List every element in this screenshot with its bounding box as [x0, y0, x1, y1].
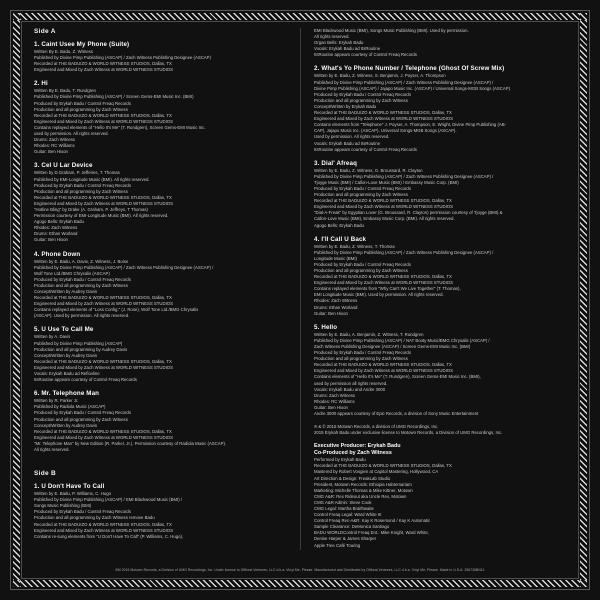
credit-line: Engineered and Mixed by Zach Witness at WORLD WITNESS STUDIOS — [34, 67, 173, 73]
credit-line: "Hotline Bling" by Drake (A. Graham, P. Jeffreys, T Thomas) — [34, 206, 148, 212]
left-column — [28, 28, 300, 550]
credit-line: Divine Pimp Publishing (ASCAP) / Jajapo Music Inc. (ASCAP) / Universal Songs-MGB Songs (ASCAP) — [314, 85, 511, 91]
track-credits — [34, 170, 290, 243]
credit-line: Published by Divine Pimp Publishing (ASCAP) / EMI Blackwood Music (BMI) / — [34, 497, 183, 503]
credit-line: Vocals: Erykah Badu ad ItsRoutine — [314, 46, 381, 52]
credit-line: Production and all programming by Zach Witness — [34, 106, 128, 112]
credit-line: Vocals: Erykah Badu ad ItsRoutine — [314, 140, 381, 146]
track-entry — [34, 251, 290, 320]
credit-line: Recorded at THE BADUIZO & WORLD WITNESS STUDIOS, Dallas, TX — [34, 428, 172, 434]
credit-line: All rights reserved. — [34, 446, 70, 452]
credit-line: Concept/Written by Audrey Davis — [34, 289, 97, 294]
credit-line: Recorded at THE BADUIZO & WORLD WITNESS STUDIOS, Dallas, TX — [34, 112, 172, 118]
credit-line: Drums: Ethan Worland — [34, 231, 78, 237]
credit-line: Guitar: Ben Hixon — [34, 149, 68, 155]
credit-line: Written by R. Parker Jr. — [34, 398, 79, 404]
credit-line: "Dial-A-Freak" by Egyptian Lover (G. Broussard, R. Clayton) permission courtesy of Tjoyge (BMI) & — [314, 210, 503, 216]
credit-line: Contains replayed elements from "Why Can't We Live Together" (T. Thomas), — [314, 286, 461, 292]
credit-line: Produced by Erykah Badu / Control Freaq Records — [314, 91, 411, 97]
credit-line: Written By E. Badu, Z. Witness — [34, 49, 93, 54]
track-title: 4. Phone Down — [34, 250, 81, 258]
credit-line: EMI Longitude Music (BMI). Used by permission. All rights reserved. — [314, 292, 444, 298]
credit-line: Produced by Erykah Badu / Control Freaq Records — [314, 261, 411, 267]
credit-line: Written by D.Graham, P. Jefferies, T. Thomas — [34, 170, 120, 176]
credit-line: Published by Divine Pimp Publishing (ASCAP) / Zach Witness Publishing Designee (ASCAP) / — [314, 173, 494, 179]
credit-line: Produced by Erykah Badu / Control Freaq Records — [34, 100, 131, 106]
track-credits — [314, 73, 568, 152]
credit-line: Vocals: Erykah Badu and Andre 3000 — [314, 386, 386, 392]
copyright-block — [314, 424, 568, 436]
credit-line: Agogo Bells: Erykah Badu — [34, 219, 84, 225]
co-producer-heading: Co-Produced by Zach Witness — [314, 450, 392, 457]
credit-line: CMG A&R Admin: Steve Cook — [314, 499, 372, 505]
credit-line: Produced by Erykah Badu / Control Freaq Records — [34, 182, 131, 188]
credit-line: Vocals: Erykah Badu ad Reflovline — [34, 371, 100, 377]
credit-line: Published by Divine Pimp Publishing (ASCAP) / Zach Witness Publishing Designee (ASCAP) / — [34, 264, 214, 270]
track-title: 1. Caint Usee My Phone (Suite) — [34, 41, 130, 48]
credit-line: Production and all programming by Zach Witness — [314, 97, 408, 103]
liner-notes — [28, 28, 572, 572]
credit-line: Mastered by Robert Vosgien at Capitol Mastering, Hollywood, CA — [314, 469, 439, 475]
credit-line: Published by Divine Pimp Publishing (ASCAP) / NAT Booty Music/BMG Chrysalis (ASCAP) / — [314, 337, 490, 343]
credit-line: Guitar: Ben Hixon — [314, 310, 348, 316]
track-entry — [314, 324, 568, 417]
credit-line: Published by Divine Pimp Publishing (ASCAP) / Zach Witness Publishing Designee (ASCAP) — [34, 55, 211, 61]
credit-line: Engineered and Mixed by Zach Witness at WORLD WITNESS STUDIOS — [34, 527, 173, 533]
credit-line: Engineered and Mixed by Zach Witness at WORLD WITNESS STUDIOS — [314, 280, 453, 286]
track-title: 3. Dial' Afreaq — [314, 159, 358, 167]
track-credits — [34, 334, 290, 383]
credit-line: Control Freaq Rec-A&R: Kay K Rosemond / Kay K Automatic — [314, 518, 431, 524]
track-credits — [314, 332, 568, 417]
credit-line: Concept/Written by Audrey Davis — [34, 352, 97, 358]
credit-line: Guitar: Ben Hixon — [314, 404, 348, 410]
credit-line: Wolf Tone Ltd./BMG Chrysalis (ASCAP) — [34, 270, 110, 276]
copyright-line: 2015 Erykah Badu under exclusive license to Motown Records, a Division of UMG Recordings, Inc. — [314, 430, 503, 436]
credit-line: Written by E. Badu, P. Williams, C. Hugo — [34, 491, 111, 497]
track-title: 3. Cel U Lar Device — [34, 162, 93, 170]
credit-line: ItsRoutine appears courtesy of Control Freaq Records — [314, 52, 417, 58]
track-entry — [34, 483, 290, 540]
credit-line: Engineered and Mixed by Zach Witness at WORLD WITNESS STUDIOS — [314, 116, 453, 122]
track-title: 5. U Use To Call Me — [34, 326, 94, 334]
right-column — [300, 28, 572, 550]
credit-line: Written by A. Davis — [34, 334, 71, 340]
credit-line: CMG A&R: Rex Rideout aka Uncle Rex, Motown — [314, 493, 407, 499]
track-credits — [34, 398, 290, 453]
credit-line: Apple Tree Café Touring — [314, 542, 361, 548]
credit-line: Recorded at THE BADUIZO & WORLD WITNESS STUDIOS, Dallas, TX — [34, 61, 172, 67]
credit-line: CMG Legal: Martha Braithwaite — [314, 506, 374, 511]
credit-line: Performed by Erykah Badu — [314, 457, 366, 463]
credit-line: Concept/Written by Erykah Badu — [314, 103, 377, 109]
credit-line: EMI Blackwood Music (BMI), Songs Music Publishing (BMI). Used by permission. — [314, 28, 469, 33]
credit-line: Produced by Erykah Badu / Control Freaq Records — [34, 509, 131, 515]
credit-line: Recorded at THE BADUIZO & WORLD WITNESS STUDIOS, Dallas, TX — [314, 110, 452, 116]
credit-line: Engineered and Mixed by Zach Witness at WORLD WITNESS STUDIOS — [34, 118, 173, 124]
track-credits — [34, 259, 290, 320]
track-credits — [314, 244, 568, 317]
legal-fineprint: BM 2016 Motown Records, a Division of UMG Recordings, Inc. Under license to Offbeat Ventures, LLC d.b.a. Vinyl Me, Please. Manufactured and Distributed by Offbeat Ventures, LLC d.b.a. Vinyl Me, Please. Made in U.S.A. 256726BN11 — [115, 567, 485, 572]
credit-line: Rhodes: RC Williams — [314, 398, 355, 404]
credit-line: Rhodes: Zach Witness — [314, 298, 358, 304]
track-entry — [34, 326, 290, 383]
credit-line: Control Freaq Legal: Ward White III — [314, 512, 382, 518]
credit-line: ItsRoutine appears courtesy of Control Freaq Records — [314, 146, 417, 152]
credit-line: Written By E. Badu, T. Rundgren — [34, 88, 96, 94]
credit-line: Production and all programming by Zach Witness — [34, 188, 128, 194]
credit-line: Contains replayed elements of "Loss Config." (J. Rose), Wolf Tone Ltd./BMG Chrysalis — [34, 307, 199, 313]
credit-line: Zach Witness Publishing Designee (ASCAP) / Screen Gems-EMI Music Inc. (BMI) — [314, 343, 471, 349]
credit-line: Recorded at THE BADUIZO & WORLD WITNESS STUDIOS, Dallas, TX — [34, 358, 172, 364]
track-title: 4. I'll Call U Back — [314, 235, 367, 243]
track-title: 2. What's Yo Phone Number / Telephone (Ghost Of Screw Mix) — [314, 65, 505, 73]
credit-line: ItsRoutine appears courtesy of Control Freaq Records — [34, 377, 137, 383]
credit-line: Denise Harper & James Sharper — [314, 536, 377, 542]
credit-line: Marketing: Michelle Thomas & Mike Kittner, Motown — [314, 487, 413, 493]
credit-line: Produced by Erykah Badu / Control Freaq Records — [314, 185, 411, 191]
credit-line: Written by E. Badu, Z. Witness, G. Broussard, R. Clayton — [314, 167, 423, 173]
credit-line: Rhodes: RC Williams — [34, 143, 75, 149]
credit-line: All rights reserved. — [314, 34, 350, 40]
credit-line: Recorded at THE BADUIZO & WORLD WITNESS STUDIOS, Dallas, TX — [34, 194, 172, 200]
credit-line: Production and all programming by Zach Witness — [34, 282, 128, 288]
credit-line: Published by Divine Pimp Publishing (ASCAP) / Zach Witness Publishing Designee (ASCAP) / — [314, 79, 494, 85]
credit-line: used by permission all rights reserved. — [314, 380, 388, 386]
credit-line: Production and all programming by Zach Witness — [34, 416, 128, 422]
credit-line: Production and all programming by Zach Witness — [314, 356, 408, 362]
track-entry — [314, 65, 568, 152]
credit-line: Published by Radiola Music (ASCAP) — [34, 404, 106, 410]
track-credits — [34, 491, 290, 540]
credit-line: Sample Clearance: DeMonica Santiago — [314, 524, 390, 530]
credit-line: Contains elements from "Telephone" J. Poyser, A. Thompson, E. Wright, Divine Pimp Publishing (AB- — [314, 122, 507, 128]
credit-line: Organ Bells: Erykah Badu — [314, 40, 364, 46]
credit-line: Engineered and Mixed by Zach Witness at WORLD WITNESS STUDIOS — [314, 368, 453, 374]
credit-line: Andre 3000 appears courtesy of Epic Records, a division of Sony Music Entertainment — [314, 410, 479, 416]
credit-line: Published by Divine Pimp Publishing (ASCAP) / Screen Gems-EMI Music Inc. (BMI) — [34, 94, 194, 100]
credit-line: Engineered and Mixed by Zach Witness at WORLD WITNESS STUDIOS — [34, 434, 173, 440]
track-credits-continued — [314, 28, 568, 58]
credit-line: Engineered and Mixed by Zach Witness at WORLD WITNESS STUDIOS — [34, 364, 173, 370]
track-title: 1. U Don't Have To Call — [34, 483, 105, 491]
credit-line: Guitar: Ben Hixon — [34, 237, 68, 243]
credit-line: Longitude Music (BMI) — [314, 255, 357, 261]
credit-line: Recorded at THE BADUIZO & WORLD WITNESS STUDIOS, Dallas, TX — [314, 198, 452, 204]
credit-line: Published by EMI-Longitude Music (BMI). All rights reserved. — [34, 176, 150, 182]
credit-line: Published by Divine Pimp Publishing (ASCAP) — [34, 340, 123, 346]
credit-line: Published by Divine Pimp Publishing (ASCAP) / Zach Witness Publishing Designee (ASCAP) / — [314, 249, 494, 255]
production-credit-lines — [314, 457, 568, 548]
side-a-heading: Side A — [34, 28, 56, 35]
credit-line: Drums: Ethan Worland — [314, 304, 358, 310]
credit-line: Songs Music Publishing (BMI) — [34, 503, 92, 509]
track-title: 5. Hello — [314, 323, 338, 331]
credit-line: Art Direction & Design: FreakLab Studio — [314, 475, 391, 481]
credit-line: Tjoyge Music (BMI) / Callon-Love Music (BMI) / Embassy Music Corp. (BMI) — [314, 179, 459, 185]
credit-line: Agogo Bells: Erykah Badu — [314, 222, 364, 228]
credit-line: Production and all programming by Zach Witness remove Badu — [34, 515, 155, 521]
track-entry — [34, 80, 290, 155]
credit-line: Written by E. Badu, A. Davis, Z. Witness, J. Boise — [34, 258, 129, 264]
track-entry — [314, 160, 568, 229]
credit-line: Produced by Erykah Badu / Control Freaq Records — [314, 350, 411, 356]
credit-line: Production and all programming by Zach Witness — [314, 268, 408, 273]
credit-line: used by permission. All rights reserved. — [34, 131, 109, 137]
track-credits — [314, 168, 568, 229]
credit-line: Engineered and Mixed by Zach Witness at WORLD WITNESS STUDIOS — [34, 301, 173, 307]
credit-line: Recorded at THE BADUIZO & WORLD WITNESS STUDIOS, Dallas, TX — [34, 295, 172, 301]
track-entry — [34, 162, 290, 243]
credit-line: Production and all programming by Zach Witness — [314, 192, 408, 198]
track-credits — [34, 49, 290, 73]
track-entry — [34, 390, 290, 453]
credit-line: Engineered and Mixed by Zach Witness at WORLD WITNESS STUDIOS — [34, 200, 173, 206]
credit-line: Contains replayed elements of "Hello It's Me" (T. Rundgren), Screen Gems-EMI Music Inc. — [34, 124, 206, 130]
credit-line: Production and all programming by Audrey Davis — [34, 346, 128, 352]
track-entry — [34, 41, 290, 73]
credit-line: BADU WORLDControl Freaq Ent.: Mike Knight, Ward White, — [314, 530, 429, 536]
track-entry — [314, 236, 568, 317]
credit-line: Recorded at THE BADUIZO & WORLD WITNESS STUDIOS, Dallas, TX — [34, 521, 172, 527]
credit-line: Contains elements of "Hello It's Me" (T. Rundgren), Screen Gems-EMI Music Inc. (BMI), — [314, 374, 481, 380]
credit-line: Contains re-sung elements from "U Don't Have To Call" (P. Williams, C. Hugo), — [34, 533, 184, 539]
copyright-line: ℗ & © 2015 Motown Records, a division of UMG Recordings, Inc. — [314, 424, 439, 430]
track-title: 6. Mr. Telephone Man — [34, 390, 100, 398]
production-credits — [314, 443, 568, 548]
credit-line: "Mr. Telephone Man" by New Edition (R. Parker, Jr.). Permission courtesy of Radiola Music (ASCAP). — [34, 440, 227, 446]
credit-line: Recorded at THE BADUIZO & WORLD WITNESS STUDIOS, Dallas, TX — [314, 362, 452, 368]
credit-line: President, Motown Records: Ethiopia Habtemariam — [314, 481, 412, 487]
credit-line: Engineered and Mixed by Zach Witness at WORLD WITNESS STUDIOS — [314, 204, 453, 210]
credit-line: Permission courtesy of EMI-Longitude Music (BMI). All rights reserved. — [34, 213, 169, 219]
credit-line: Used by permission. All rights reserved. — [314, 134, 390, 140]
credit-line: CAP), Jajapo Music Inc. (ASCAP), Universal Songs-MGB Songs (ASCAP). — [314, 128, 457, 134]
track-credits — [34, 88, 290, 155]
liner-columns — [28, 28, 572, 550]
credit-line: (ASCAP). Used by permission. All rights reserved. — [34, 313, 130, 319]
credit-line: Recorded at THE BADUIZO & WORLD WITNESS STUDIOS, Dallas, TX — [314, 274, 452, 280]
credit-line: Callon-Love Music (BMI), Embassy Music Corp. (BMI). All rights reserved. — [314, 216, 455, 222]
credit-line: Produced by Erykah Badu / Control Freaq Records — [34, 276, 131, 282]
credit-line: Written by E. Badu, Z. Witness, S. Benjamin, J. Poyser, A. Thompson — [314, 73, 446, 79]
credit-line: Produced by Erykah Badu / Control Freaq Records — [34, 410, 131, 416]
executive-producer-heading: Executive Producer: Erykah Badu — [314, 443, 401, 450]
credit-line: Drums: Zach Witness — [314, 392, 356, 398]
credit-line: Concept/Written by Audrey Davis — [34, 422, 97, 428]
credit-line: Written by E. Badu, A. Benjamin, Z. Witness, T. Rundgren — [314, 331, 424, 337]
credit-line: Recorded at THE BADUIZO & WORLD WITNESS STUDIOS, Dallas, TX — [314, 463, 452, 469]
side-b-heading: Side B — [34, 470, 57, 478]
credit-line: Rhodes: Zach Witness — [34, 225, 78, 231]
credit-line: Written by E. Badu, Z. Witness, T. Thomas — [314, 243, 395, 249]
track-title: 2. Hi — [34, 80, 48, 88]
credit-line: Drums: Zach Witness — [34, 137, 76, 143]
